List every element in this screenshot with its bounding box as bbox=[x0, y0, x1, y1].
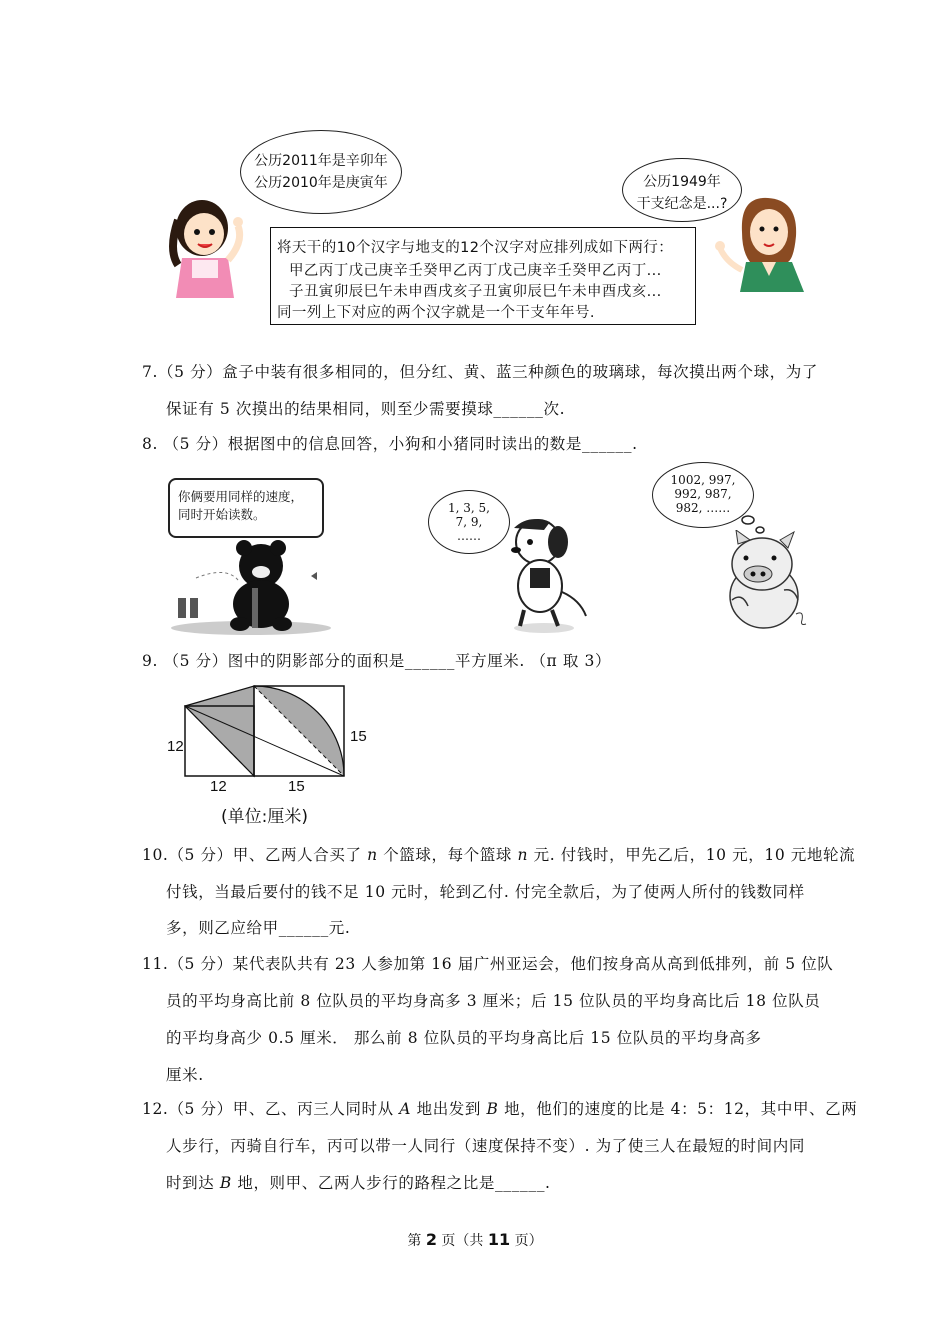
pig-bubble-line: 992, 987, bbox=[674, 487, 732, 501]
dog-bubble-line: 1, 3, 5, bbox=[448, 501, 490, 515]
q12-variable: A bbox=[399, 1100, 412, 1118]
question-12-line bbox=[142, 1097, 857, 1119]
question-7-line: 保证有 5 次摸出的结果相同，则至少需要摸球______次. bbox=[166, 400, 566, 418]
woman-bubble-line: 干支纪念是...? bbox=[636, 196, 728, 212]
footer-text: 第 bbox=[407, 1233, 426, 1249]
q10-text: 10.（5 分）甲、乙两人合买了 bbox=[142, 846, 368, 864]
q10-text: 元. 付钱时，甲先乙后，10 元，10 元地轮流 bbox=[528, 846, 856, 864]
question-11-line: 员的平均身高比前 8 位队员的平均身高多 3 厘米；后 15 位队员的平均身高比后 18 位队员 bbox=[166, 992, 821, 1010]
question-12-line: 人步行，丙骑自行车，丙可以带一人同行（速度保持不变）. 为了使三人在最短的时间内同 bbox=[166, 1137, 805, 1155]
question-11-line: 厘米. bbox=[166, 1066, 204, 1084]
label-bottom-left: 12 bbox=[210, 778, 227, 795]
q10-variable: n bbox=[367, 846, 378, 864]
footer-text: 页（共 bbox=[436, 1233, 488, 1249]
girl-illustration bbox=[160, 190, 260, 300]
q12-variable: B bbox=[219, 1174, 232, 1192]
info-box-line: 甲乙丙丁戊己庚辛壬癸甲乙丙丁戊己庚辛壬癸甲乙丙丁... bbox=[289, 263, 662, 279]
question-12-line bbox=[166, 1171, 551, 1193]
label-right-height: 15 bbox=[350, 728, 367, 745]
girl-speech-bubble bbox=[240, 130, 402, 214]
current-page-number: 2 bbox=[425, 1230, 437, 1249]
bear-illustration bbox=[166, 536, 336, 636]
question-11-line: 的平均身高少 0.5 厘米． 那么前 8 位队员的平均身高比后 15 位队员的平均身高多 bbox=[166, 1029, 762, 1047]
total-page-number: 11 bbox=[487, 1230, 511, 1249]
q12-text: 时到达 bbox=[166, 1174, 220, 1192]
info-box-line: 同一列上下对应的两个汉字就是一个干支年年号. bbox=[277, 305, 595, 321]
question-7-line: 7.（5 分）盒子中装有很多相同的，但分红、黄、蓝三种颜色的玻璃球，每次摸出两个球，为了 bbox=[142, 363, 818, 381]
dog-bubble-line: …… bbox=[457, 529, 481, 543]
question-10-line: 多，则乙应给甲______元. bbox=[166, 919, 351, 937]
dog-illustration bbox=[494, 516, 604, 634]
question-10-line: 付钱，当最后要付的钱不足 10 元时，轮到乙付. 付完全款后，为了使两人所付的钱数同样 bbox=[166, 883, 805, 901]
q12-text: 地，则甲、乙两人步行的路程之比是______. bbox=[231, 1174, 551, 1192]
q10-variable: n bbox=[517, 846, 529, 864]
label-unit: (单位:厘米) bbox=[221, 807, 308, 827]
pig-bubble-line: 982, …… bbox=[675, 501, 731, 515]
question-10-line bbox=[142, 843, 855, 865]
page-footer bbox=[0, 1230, 950, 1250]
pig-thought-bubble bbox=[652, 462, 754, 528]
pig-bubble-line: 1002, 997, bbox=[670, 473, 736, 487]
girl-bubble-line: 公历2010年是庚寅年 bbox=[254, 175, 388, 191]
q12-text: 地，他们的速度的比是 4：5：12，其中甲、乙两 bbox=[498, 1100, 858, 1118]
footer-text: 页） bbox=[510, 1233, 543, 1249]
label-bottom-right: 15 bbox=[288, 778, 305, 795]
q12-text: 地出发到 bbox=[411, 1100, 487, 1118]
question-9-line: 9. （5 分）图中的阴影部分的面积是______平方厘米. （π 取 3） bbox=[142, 652, 612, 670]
question-8-line: 8. （5 分）根据图中的信息回答，小狗和小猪同时读出的数是______. bbox=[142, 435, 638, 453]
question-11-line: 11.（5 分）某代表队共有 23 人参加第 16 届广州亚运会，他们按身高从高到低排列，前 5 位队 bbox=[142, 955, 834, 973]
label-left-height: 12 bbox=[167, 738, 184, 755]
bear-sign-line: 同时开始读数。 bbox=[178, 507, 266, 522]
bear-sign bbox=[168, 478, 324, 538]
woman-bubble-line: 公历1949年 bbox=[643, 174, 721, 190]
girl-bubble-line: 公历2011年是辛卯年 bbox=[254, 153, 388, 169]
q12-text: 12.（5 分）甲、乙、丙三人同时从 bbox=[142, 1100, 400, 1118]
info-box-line: 将天干的10个汉字与地支的12个汉字对应排列成如下两行： bbox=[277, 240, 674, 256]
bear-sign-line: 你俩要用同样的速度， bbox=[178, 489, 304, 504]
info-box-line: 子丑寅卯辰巳午未申酉戌亥子丑寅卯辰巳午未申酉戌亥... bbox=[289, 284, 662, 300]
dog-bubble-line: 7, 9, bbox=[455, 515, 483, 529]
shaded-area-diagram bbox=[182, 683, 348, 781]
woman-speech-bubble bbox=[622, 158, 742, 222]
q12-variable: B bbox=[486, 1100, 499, 1118]
info-box bbox=[270, 227, 696, 325]
pig-illustration bbox=[718, 530, 810, 636]
q10-text: 个篮球，每个篮球 bbox=[377, 846, 518, 864]
